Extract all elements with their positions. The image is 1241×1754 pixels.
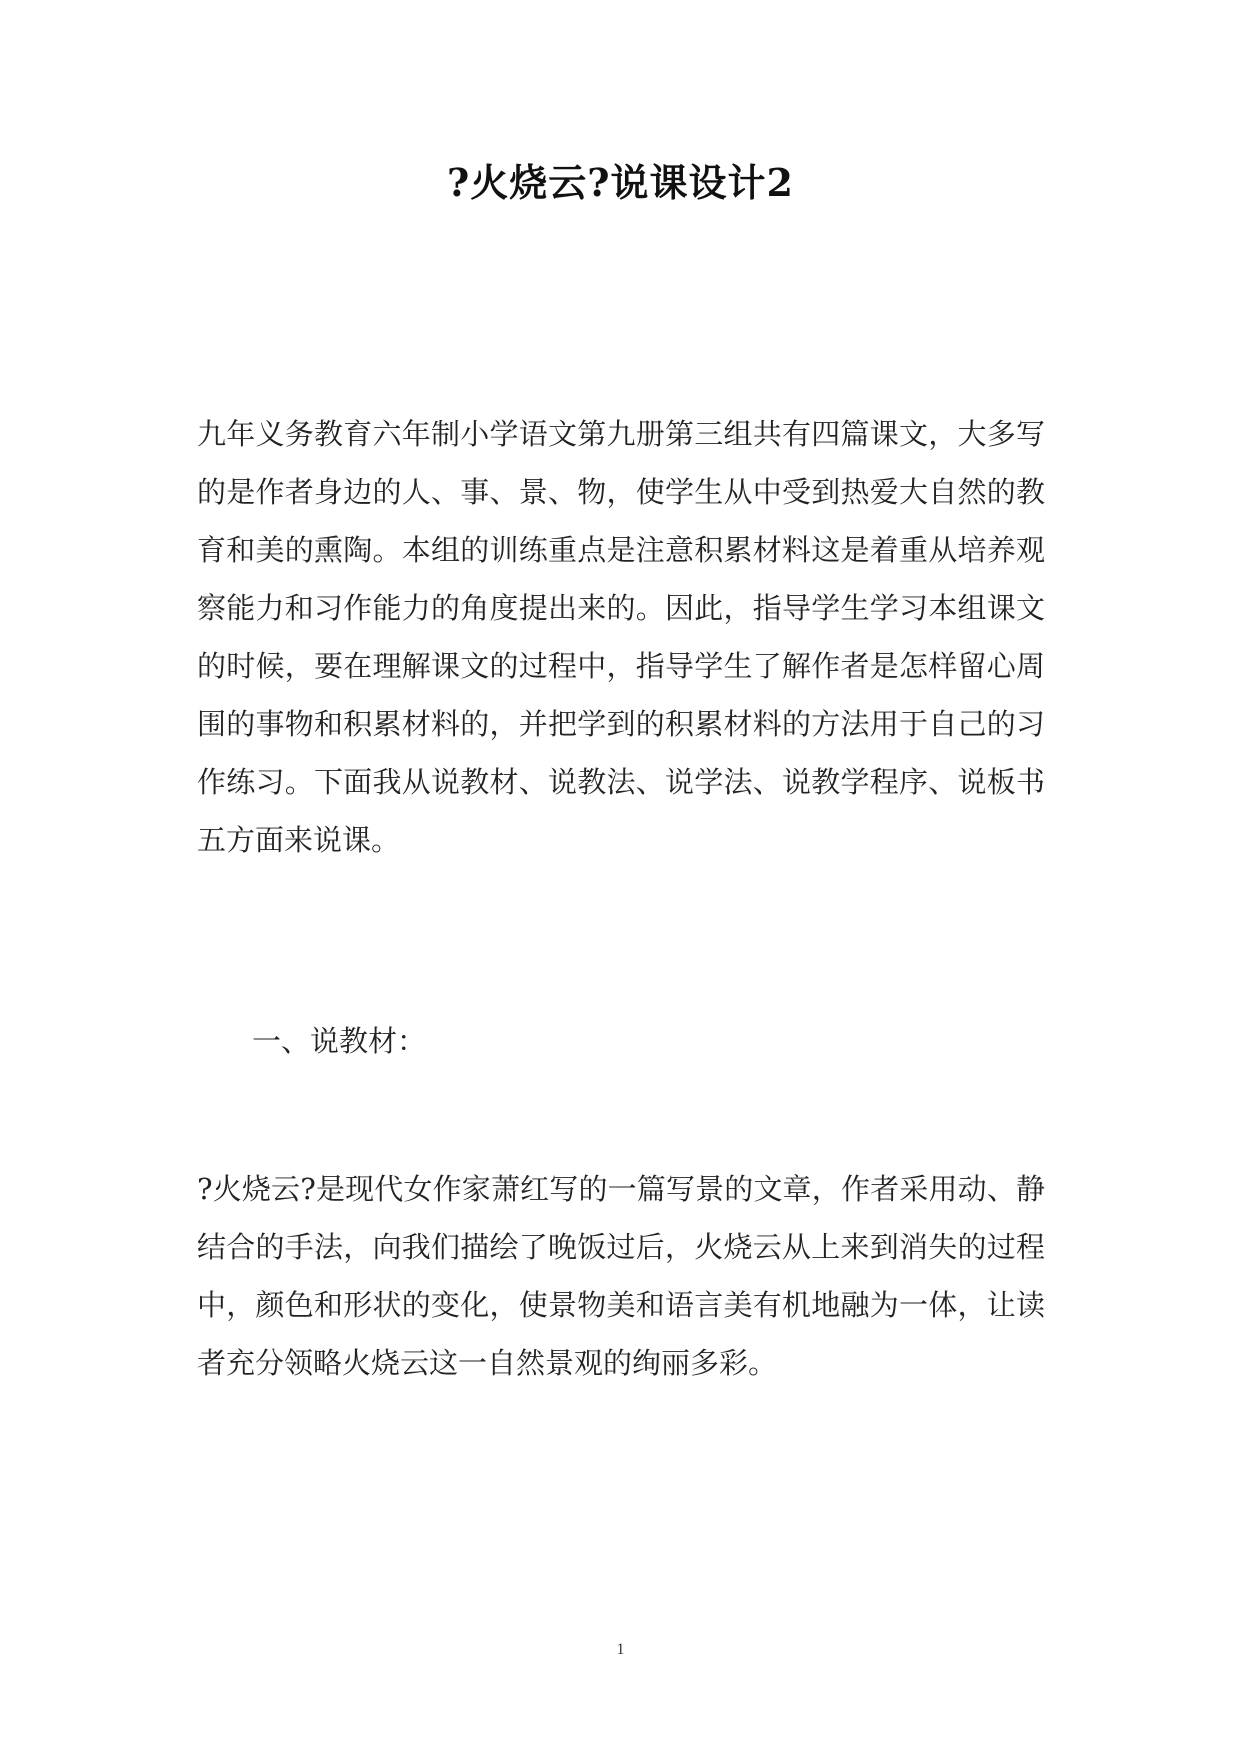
paragraph-line: ?火烧云?是现代女作家萧红写的一篇写景的文章，作者采用动、静 <box>197 1172 1045 1206</box>
section-heading: 一、说教材： <box>252 1024 427 1058</box>
paragraph-line: 结合的手法，向我们描绘了晚饭过后，火烧云从上来到消失的过程 <box>197 1230 1045 1264</box>
paragraph-line: 察能力和习作能力的角度提出来的。因此，指导学生学习本组课文 <box>197 591 1045 625</box>
paragraph-line: 作练习。下面我从说教材、说教法、说学法、说教学程序、说板书 <box>197 765 1045 799</box>
page-number: 1 <box>616 1641 625 1658</box>
paragraph-line: 中，颜色和形状的变化，使景物美和语言美有机地融为一体，让读 <box>197 1288 1045 1322</box>
paragraph-line: 九年义务教育六年制小学语文第九册第三组共有四篇课文，大多写 <box>197 417 1045 451</box>
paragraph-line: 的时候，要在理解课文的过程中，指导学生了解作者是怎样留心周 <box>197 649 1045 683</box>
textbook-paragraph <box>197 1160 1045 1392</box>
paragraph-line: 者充分领略火烧云这一自然景观的绚丽多彩。 <box>197 1346 778 1380</box>
document-title: ?火烧云?说课设计2 <box>447 160 794 205</box>
paragraph-line: 五方面来说课。 <box>197 823 401 857</box>
paragraph-line: 育和美的熏陶。本组的训练重点是注意积累材料这是着重从培养观 <box>197 533 1045 567</box>
intro-paragraph <box>197 405 1045 869</box>
paragraph-line: 的是作者身边的人、事、景、物，使学生从中受到热爱大自然的教 <box>197 475 1045 509</box>
paragraph-line: 围的事物和积累材料的，并把学到的积累材料的方法用于自己的习 <box>197 707 1045 741</box>
